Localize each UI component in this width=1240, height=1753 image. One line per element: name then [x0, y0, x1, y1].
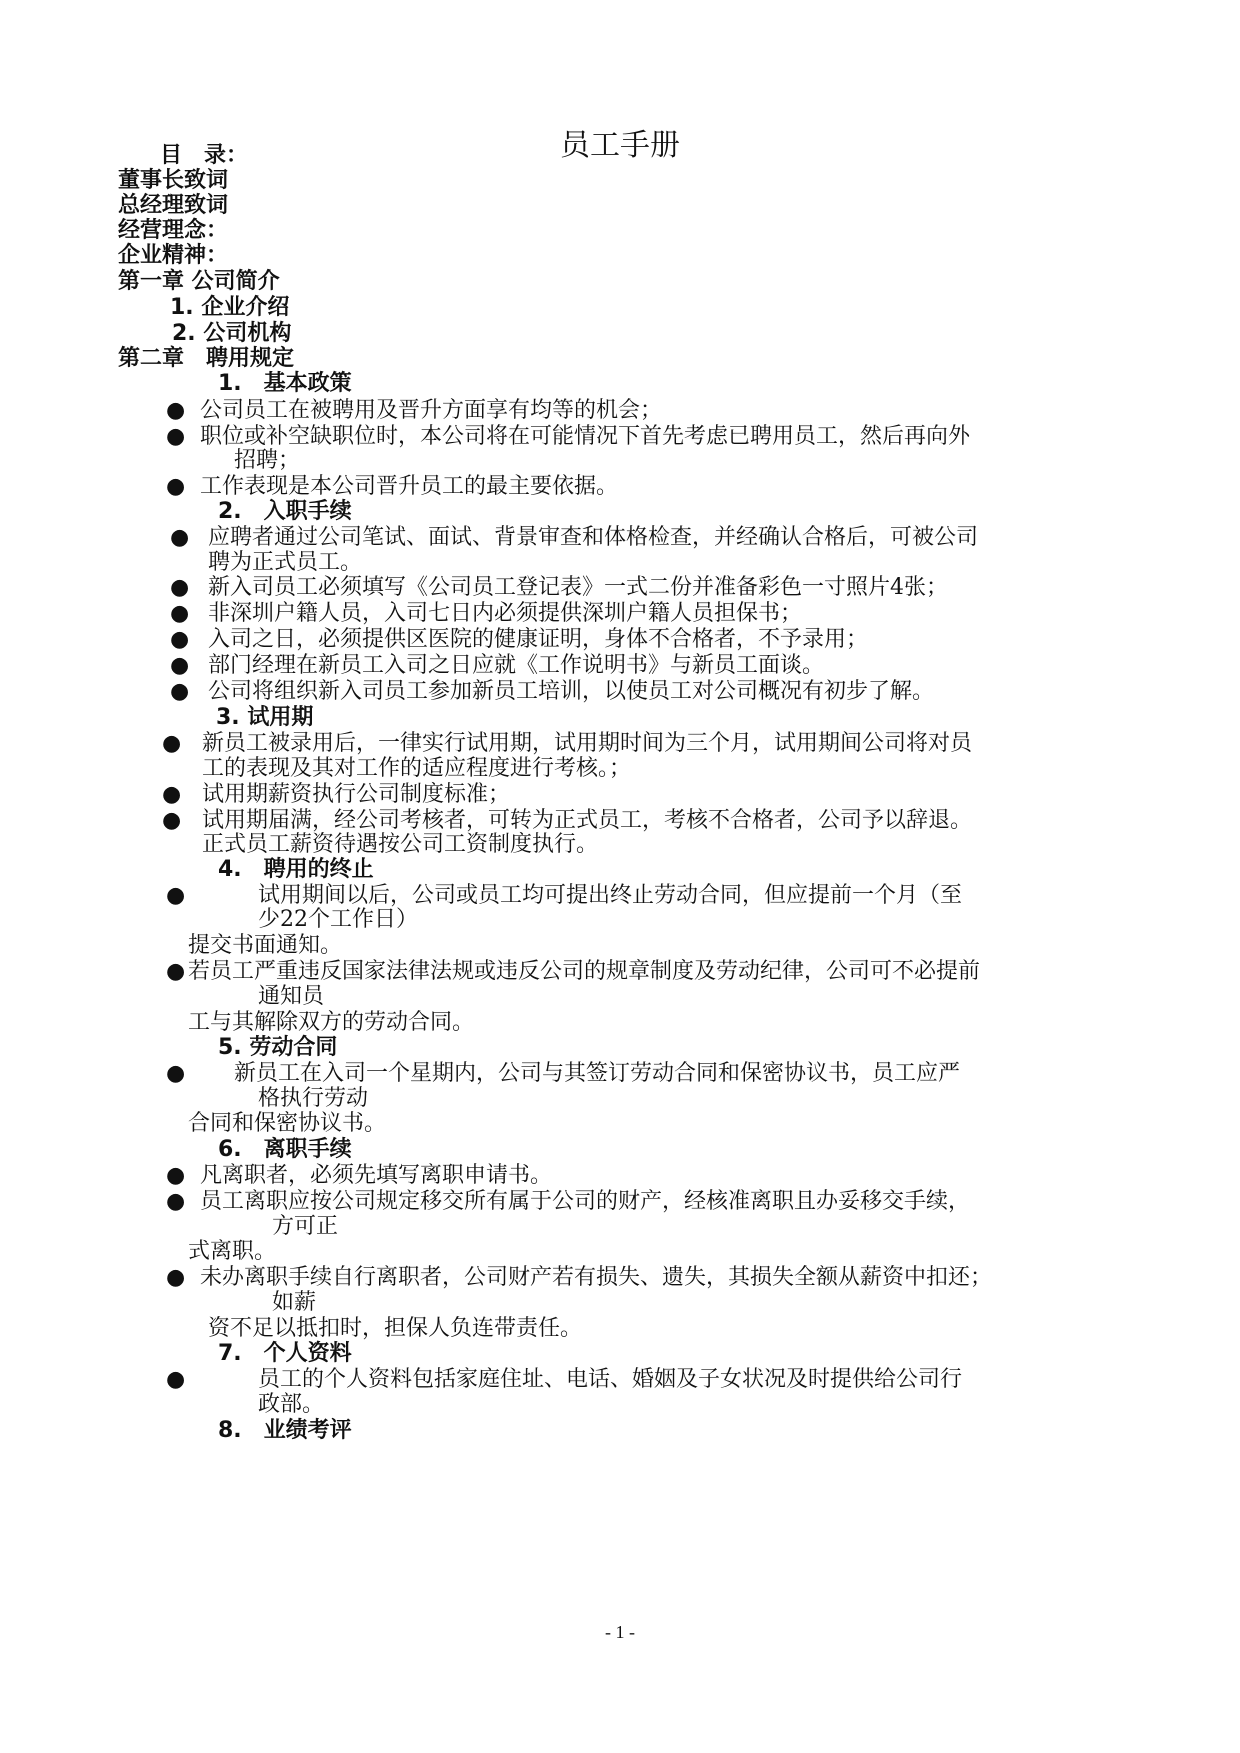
- body-line: 非深圳户籍人员，入司七日内必须提供深圳户籍人员担保书；: [208, 601, 803, 626]
- body-line: 资不足以抵扣时，担保人负连带责任。: [208, 1316, 583, 1341]
- body-line: 员工离职应按公司规定移交所有属于公司的财产，经核准离职且办妥移交手续，: [200, 1189, 971, 1214]
- body-line: 员工的个人资料包括家庭住址、电话、婚姻及子女状况及时提供给公司行: [258, 1367, 963, 1392]
- bullet-icon: ●: [166, 474, 186, 499]
- body-line: 入司之日，必须提供区医院的健康证明，身体不合格者，不予录用；: [208, 627, 869, 652]
- toc-item: 董事长致词: [118, 168, 229, 193]
- bullet-icon: ●: [170, 575, 190, 600]
- section-heading: 2. 入职手续: [218, 499, 352, 524]
- body-line: 部门经理在新员工入司之日应就《工作说明书》与新员工面谈。: [208, 653, 825, 678]
- bullet-icon: ●: [166, 398, 186, 423]
- bullet-icon: ●: [170, 653, 190, 678]
- bullet-icon: ●: [166, 1189, 186, 1214]
- bullet-icon: ●: [166, 1061, 186, 1086]
- bullet-icon: ●: [166, 424, 186, 449]
- body-line: 应聘者通过公司笔试、面试、背景审查和体格检查，并经确认合格后，可被公司: [208, 525, 979, 550]
- body-line: 工的表现及其对工作的适应程度进行考核。；: [202, 756, 632, 781]
- body-line: 若员工严重违反国家法律法规或违反公司的规章制度及劳动纪律，公司可不必提前: [188, 959, 981, 984]
- chapter-heading: 第二章 聘用规定: [118, 346, 295, 371]
- body-line: 通知员: [258, 984, 325, 1009]
- bullet-icon: ●: [162, 808, 182, 833]
- body-line: 试用期间以后，公司或员工均可提出终止劳动合同，但应提前一个月（至: [258, 883, 963, 908]
- toc-item: 企业精神：: [118, 243, 229, 268]
- body-line: 试用期薪资执行公司制度标准；: [202, 782, 511, 807]
- body-line: 凡离职者，必须先填写离职申请书。: [200, 1163, 553, 1188]
- bullet-icon: ●: [166, 1265, 186, 1290]
- bullet-icon: ●: [166, 959, 186, 984]
- bullet-icon: ●: [170, 601, 190, 626]
- body-line: 工作表现是本公司晋升员工的最主要依据。: [200, 474, 619, 499]
- body-line: 少22个工作日）: [258, 907, 418, 932]
- section-heading: 6. 离职手续: [218, 1137, 352, 1162]
- body-line: 职位或补空缺职位时，本公司将在可能情况下首先考虑已聘用员工，然后再向外: [200, 424, 971, 449]
- body-line: 试用期届满，经公司考核者，可转为正式员工，考核不合格者，公司予以辞退。: [202, 808, 973, 833]
- body-line: 政部。: [258, 1392, 325, 1417]
- bullet-icon: ●: [166, 883, 186, 908]
- body-line: 公司员工在被聘用及晋升方面享有均等的机会；: [200, 398, 663, 423]
- body-line: 未办离职手续自行离职者，公司财产若有损失、遗失，其损失全额从薪资中扣还；: [200, 1265, 993, 1290]
- chapter-heading: 第一章 公司简介: [118, 269, 280, 294]
- chapter-subitem: 2. 公司机构: [172, 321, 292, 346]
- bullet-icon: ●: [170, 679, 190, 704]
- body-line: 提交书面通知。: [188, 933, 343, 958]
- body-line: 工与其解除双方的劳动合同。: [188, 1010, 475, 1035]
- section-heading: 4. 聘用的终止: [218, 857, 374, 882]
- body-line: 式离职。: [188, 1239, 277, 1264]
- body-line: 如薪: [272, 1290, 317, 1315]
- body-line: 聘为正式员工。: [208, 550, 363, 575]
- bullet-icon: ●: [170, 627, 190, 652]
- body-line: 招聘；: [234, 448, 301, 473]
- bullet-icon: ●: [170, 525, 190, 550]
- body-line: 公司将组织新入司员工参加新员工培训，以使员工对公司概况有初步了解。: [208, 679, 935, 704]
- body-line: 合同和保密协议书。: [188, 1111, 387, 1136]
- bullet-icon: ●: [166, 1367, 186, 1392]
- bullet-icon: ●: [162, 782, 182, 807]
- bullet-icon: ●: [166, 1163, 186, 1188]
- toc-heading: 目 录：: [160, 143, 249, 168]
- bullet-icon: ●: [162, 731, 182, 756]
- body-line: 新员工被录用后，一律实行试用期，试用期时间为三个月，试用期间公司将对员: [202, 731, 973, 756]
- toc-item: 经营理念：: [118, 218, 229, 243]
- section-heading: 5. 劳动合同: [218, 1035, 338, 1060]
- section-heading: 3. 试用期: [216, 705, 314, 730]
- chapter-subitem: 1. 企业介绍: [170, 295, 290, 320]
- toc-item: 总经理致词: [118, 193, 229, 218]
- body-line: 方可正: [272, 1214, 339, 1239]
- section-heading: 1. 基本政策: [218, 371, 352, 396]
- section-heading: 7. 个人资料: [218, 1341, 352, 1366]
- body-line: 正式员工薪资待遇按公司工资制度执行。: [202, 832, 599, 857]
- page-title: 员工手册: [560, 128, 680, 163]
- section-heading: 8. 业绩考评: [218, 1418, 352, 1443]
- body-line: 格执行劳动: [258, 1086, 369, 1111]
- page-number: - 1 -: [605, 1622, 635, 1642]
- body-line: 新入司员工必须填写《公司员工登记表》一式二份并准备彩色一寸照片4张；: [208, 575, 948, 600]
- body-line: 新员工在入司一个星期内，公司与其签订劳动合同和保密协议书，员工应严: [234, 1061, 961, 1086]
